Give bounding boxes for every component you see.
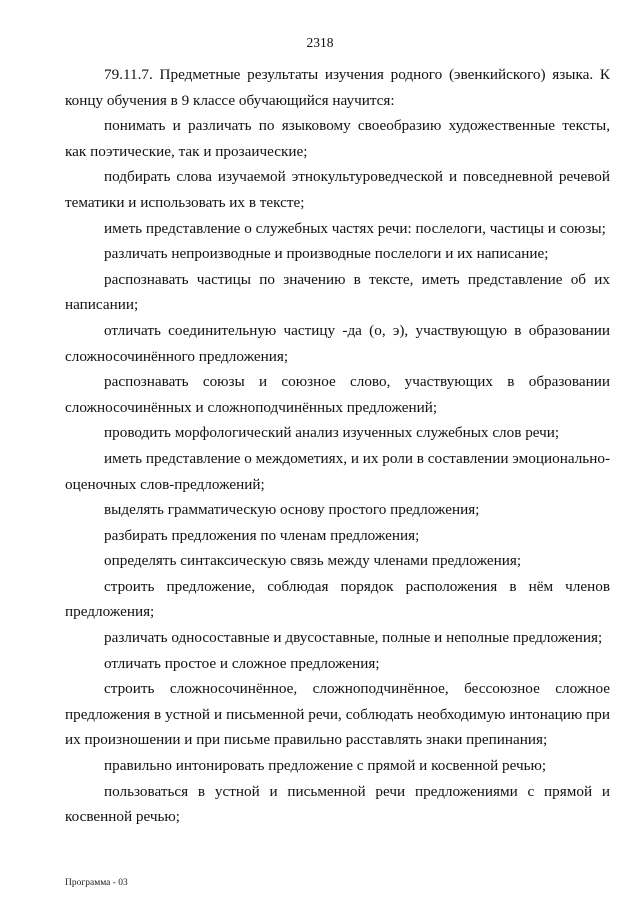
footer-label: Программа - 03 — [65, 878, 128, 888]
page-number: 2318 — [306, 35, 334, 50]
list-item: различать непроизводные и производные послелоги и их написание; — [104, 245, 549, 263]
list-item: подбирать слова изучаемой этнокультуроведческой и повседневной речевой тематики и использовать их в тексте; — [65, 168, 610, 211]
list-item: проводить морфологический анализ изученных служебных слов речи; — [104, 424, 560, 442]
document-body — [65, 62, 610, 830]
list-item: иметь представление о междометиях, и их роли в составлении эмоционально-оценочных слов-предложений; — [65, 449, 610, 493]
list-item: распознавать союзы и союзное слово, участвующих в образовании сложносочинённых и сложноподчинённых предложений; — [65, 373, 610, 416]
list-item: понимать и различать по языковому своеобразию художественные тексты, как поэтические, так и прозаические; — [65, 117, 610, 160]
list-item: различать односоставные и двусоставные, полные и неполные предложения; — [104, 629, 603, 647]
list-item: распознавать частицы по значению в тексте, иметь представление об их написании; — [65, 270, 610, 314]
section-heading: 79.11.7. Предметные результаты изучения родного (эвенкийского) языка. К концу обучения в 9 классе обучающийся научится: — [65, 66, 610, 109]
list-item: строить предложение, соблюдая порядок расположения в нём членов предложения; — [65, 577, 610, 621]
list-item: строить сложносочинённое, сложноподчинённое, бессоюзное сложное предложения в устной и письменной речи, соблюдать необходимую интонацию при их произношении и при письме правильно расставлять знаки препинания; — [65, 680, 610, 749]
list-item: отличать простое и сложное предложения; — [104, 654, 380, 672]
list-item: отличать соединительную частицу -да (о, э), участвующую в образовании сложносочинённого предложения; — [65, 321, 610, 365]
list-item: пользоваться в устной и письменной речи предложениями с прямой и косвенной речью; — [65, 782, 610, 826]
list-item: разбирать предложения по членам предложения; — [104, 526, 420, 544]
list-item: выделять грамматическую основу простого предложения; — [104, 501, 480, 519]
list-item: определять синтаксическую связь между членами предложения; — [104, 552, 522, 570]
list-item: иметь представление о служебных частях речи: послелоги, частицы и союзы; — [104, 219, 606, 237]
list-item: правильно интонировать предложение с прямой и косвенной речью; — [104, 757, 547, 775]
